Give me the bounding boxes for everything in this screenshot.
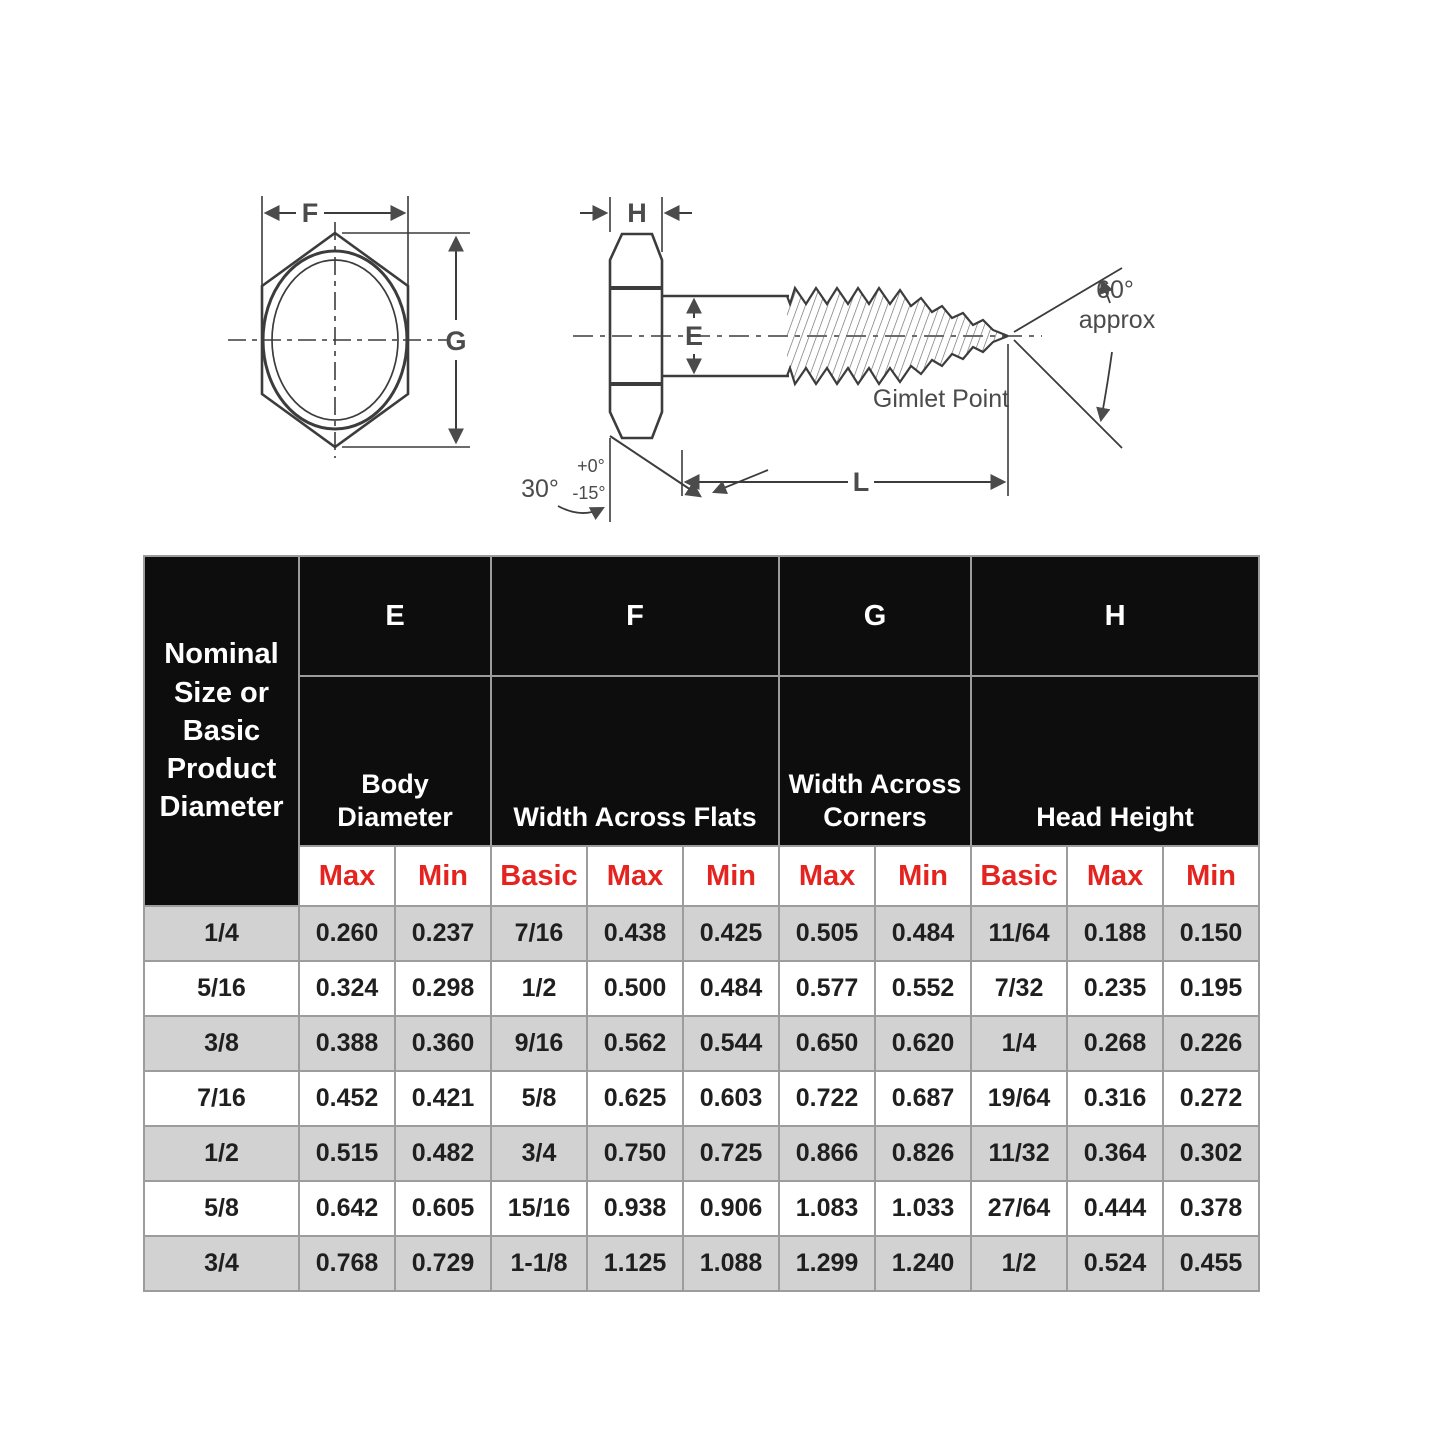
- value-cell: 1/2: [971, 1236, 1067, 1291]
- row-size-cell: 1/4: [144, 906, 299, 961]
- value-cell: 0.302: [1163, 1126, 1259, 1181]
- value-cell: 0.237: [395, 906, 491, 961]
- value-cell: 0.826: [875, 1126, 971, 1181]
- value-cell: 1.033: [875, 1181, 971, 1236]
- value-cell: 1-1/8: [491, 1236, 587, 1291]
- value-cell: 0.316: [1067, 1071, 1163, 1126]
- value-cell: 0.378: [1163, 1181, 1259, 1236]
- subheader-cell: Max: [779, 846, 875, 906]
- gimlet-point-label: Gimlet Point: [872, 385, 1010, 413]
- l-dimension-label: L: [852, 467, 870, 497]
- value-cell: 1.083: [779, 1181, 875, 1236]
- value-cell: 0.562: [587, 1016, 683, 1071]
- group-letter-e: E: [299, 556, 491, 676]
- value-cell: 0.625: [587, 1071, 683, 1126]
- value-cell: 0.484: [875, 906, 971, 961]
- value-cell: 0.938: [587, 1181, 683, 1236]
- value-cell: 0.421: [395, 1071, 491, 1126]
- value-cell: 0.195: [1163, 961, 1259, 1016]
- table-row: [144, 1126, 1259, 1181]
- value-cell: 0.150: [1163, 906, 1259, 961]
- row-size-cell: 1/2: [144, 1126, 299, 1181]
- table-row: [144, 961, 1259, 1016]
- value-cell: 0.544: [683, 1016, 779, 1071]
- value-cell: 0.260: [299, 906, 395, 961]
- value-cell: 27/64: [971, 1181, 1067, 1236]
- value-cell: 15/16: [491, 1181, 587, 1236]
- value-cell: 0.687: [875, 1071, 971, 1126]
- value-cell: 0.768: [299, 1236, 395, 1291]
- value-cell: 0.725: [683, 1126, 779, 1181]
- group-name-width-across-flats: Width Across Flats: [491, 676, 779, 846]
- approx-label: approx: [1078, 306, 1156, 334]
- value-cell: 0.268: [1067, 1016, 1163, 1071]
- value-cell: 0.298: [395, 961, 491, 1016]
- value-cell: 0.388: [299, 1016, 395, 1071]
- table-row: [144, 1181, 1259, 1236]
- subheader-cell: Max: [299, 846, 395, 906]
- value-cell: 0.605: [395, 1181, 491, 1236]
- chamfer-slant-line: [610, 436, 700, 496]
- value-cell: 0.482: [395, 1126, 491, 1181]
- row-size-cell: 3/4: [144, 1236, 299, 1291]
- angle60-arrow-lower: [1101, 352, 1112, 420]
- value-cell: 5/8: [491, 1071, 587, 1126]
- group-name-head-height: Head Height: [971, 676, 1259, 846]
- group-letter-g: G: [779, 556, 971, 676]
- value-cell: 0.364: [1067, 1126, 1163, 1181]
- value-cell: 1.299: [779, 1236, 875, 1291]
- value-cell: 0.360: [395, 1016, 491, 1071]
- value-cell: 0.324: [299, 961, 395, 1016]
- value-cell: 0.722: [779, 1071, 875, 1126]
- lag-screw-side-view: [558, 197, 1122, 522]
- value-cell: 0.505: [779, 906, 875, 961]
- value-cell: 0.484: [683, 961, 779, 1016]
- value-cell: 0.650: [779, 1016, 875, 1071]
- table-row: [144, 906, 1259, 961]
- row-size-cell: 5/8: [144, 1181, 299, 1236]
- value-cell: 0.438: [587, 906, 683, 961]
- value-cell: 0.906: [683, 1181, 779, 1236]
- value-cell: 0.425: [683, 906, 779, 961]
- subheader-cell: Min: [875, 846, 971, 906]
- value-cell: 0.642: [299, 1181, 395, 1236]
- value-cell: 0.515: [299, 1126, 395, 1181]
- subheader-cell: Min: [395, 846, 491, 906]
- angle-30-label: 30°: [521, 475, 559, 503]
- lag-screw-technical-drawing: [0, 0, 1445, 545]
- angle30-curved-arrow: [558, 506, 603, 513]
- subheader-cell: Min: [683, 846, 779, 906]
- value-cell: 0.444: [1067, 1181, 1163, 1236]
- thread-hatching: [787, 288, 1008, 384]
- subheader-cell: Max: [587, 846, 683, 906]
- table-row: [144, 1236, 1259, 1291]
- row-size-cell: 5/16: [144, 961, 299, 1016]
- angle-60-label: 60°: [1096, 276, 1134, 304]
- value-cell: 0.452: [299, 1071, 395, 1126]
- value-cell: 1/4: [971, 1016, 1067, 1071]
- tolerance-minus-label: -15°: [572, 483, 606, 503]
- h-dimension-label: H: [627, 198, 647, 228]
- corner-header-cell: Nominal Size or Basic Product Diameter: [144, 556, 299, 906]
- value-cell: 0.226: [1163, 1016, 1259, 1071]
- value-cell: 7/16: [491, 906, 587, 961]
- tolerance-plus-label: +0°: [577, 456, 605, 476]
- f-dimension-label: F: [301, 198, 319, 228]
- value-cell: 1.125: [587, 1236, 683, 1291]
- value-cell: 1.088: [683, 1236, 779, 1291]
- g-dimension-label: G: [445, 326, 467, 356]
- value-cell: 9/16: [491, 1016, 587, 1071]
- subheader-cell: Max: [1067, 846, 1163, 906]
- value-cell: 0.524: [1067, 1236, 1163, 1291]
- value-cell: 11/32: [971, 1126, 1067, 1181]
- group-letter-f: F: [491, 556, 779, 676]
- value-cell: 0.750: [587, 1126, 683, 1181]
- table-row: [144, 1016, 1259, 1071]
- row-size-cell: 3/8: [144, 1016, 299, 1071]
- value-cell: 0.603: [683, 1071, 779, 1126]
- group-name-body-diameter: Body Diameter: [299, 676, 491, 846]
- value-cell: 3/4: [491, 1126, 587, 1181]
- group-letter-h: H: [971, 556, 1259, 676]
- value-cell: 0.235: [1067, 961, 1163, 1016]
- value-cell: 1.240: [875, 1236, 971, 1291]
- row-size-cell: 7/16: [144, 1071, 299, 1126]
- e-dimension-label: E: [684, 321, 704, 351]
- value-cell: 1/2: [491, 961, 587, 1016]
- value-cell: 0.620: [875, 1016, 971, 1071]
- table-row: [144, 1071, 1259, 1126]
- lag-screw-dimension-table: [143, 555, 1260, 1292]
- value-cell: 0.500: [587, 961, 683, 1016]
- value-cell: 7/32: [971, 961, 1067, 1016]
- group-name-width-across-corners: Width Across Corners: [779, 676, 971, 846]
- hex-head-front-view: [228, 196, 470, 458]
- value-cell: 0.729: [395, 1236, 491, 1291]
- subheader-cell: Basic: [971, 846, 1067, 906]
- value-cell: 19/64: [971, 1071, 1067, 1126]
- value-cell: 11/64: [971, 906, 1067, 961]
- value-cell: 0.272: [1163, 1071, 1259, 1126]
- subheader-cell: Basic: [491, 846, 587, 906]
- table-body: [144, 906, 1259, 1291]
- value-cell: 0.552: [875, 961, 971, 1016]
- value-cell: 0.188: [1067, 906, 1163, 961]
- value-cell: 0.866: [779, 1126, 875, 1181]
- subheader-cell: Min: [1163, 846, 1259, 906]
- value-cell: 0.577: [779, 961, 875, 1016]
- value-cell: 0.455: [1163, 1236, 1259, 1291]
